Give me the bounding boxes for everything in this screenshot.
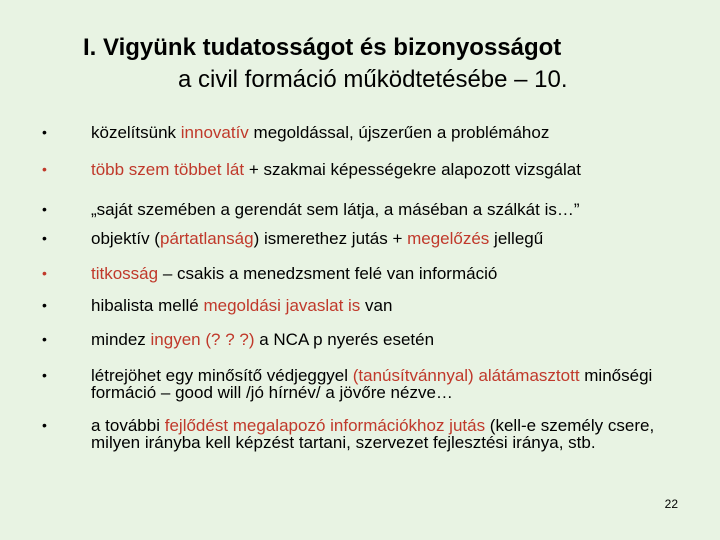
bullet-dot: • bbox=[42, 367, 47, 383]
highlighted-text: ingyen (? ? ?) bbox=[150, 330, 255, 349]
text-run: + szakmai képességekre alapozott vizsgálat bbox=[244, 160, 581, 179]
text-run: ) ismerethez jutás + bbox=[253, 229, 408, 248]
text-run: van bbox=[360, 296, 393, 315]
bullet-dot: • bbox=[42, 265, 47, 281]
bullet-text bbox=[91, 331, 691, 348]
highlighted-text: fejlődést megalapozó információkhoz jutás bbox=[164, 416, 486, 435]
highlighted-text: több szem többet lát bbox=[91, 160, 245, 179]
slide-title bbox=[0, 32, 720, 96]
highlighted-text: megelőzés bbox=[407, 229, 490, 248]
text-run: megoldással, újszerűen a problémához bbox=[248, 123, 550, 142]
bullet-text bbox=[91, 230, 691, 247]
text-run: közelítsünk bbox=[91, 123, 181, 142]
text-run: – csakis a menedzsment felé van információ bbox=[158, 264, 498, 283]
text-run: objektív ( bbox=[91, 229, 160, 248]
highlighted-text: titkosság bbox=[91, 264, 159, 283]
text-run: a további bbox=[91, 416, 165, 435]
text-run: hibalista mellé bbox=[91, 296, 204, 315]
bullet-text bbox=[91, 161, 691, 178]
page-number: 22 bbox=[664, 497, 678, 511]
text-run: jellegű bbox=[489, 229, 544, 248]
bullet-dot: • bbox=[42, 331, 47, 347]
text-run: a NCA p nyerés esetén bbox=[254, 330, 435, 349]
bullet-item bbox=[0, 265, 720, 282]
bullet-item bbox=[0, 367, 720, 401]
bullet-item bbox=[0, 297, 720, 314]
title-line-2: a civil formáció működtetésébe – 10. bbox=[178, 66, 568, 93]
bullet-item bbox=[0, 417, 720, 451]
bullet-item bbox=[0, 161, 720, 178]
bullet-item bbox=[0, 124, 720, 141]
highlighted-text: innovatív bbox=[180, 123, 249, 142]
text-run: minőségi formáció – good will /jó hírnév/ a jövőre nézve… bbox=[91, 366, 653, 402]
bullet-dot: • bbox=[42, 124, 47, 140]
bullet-text bbox=[91, 201, 691, 218]
highlighted-text: (tanúsítvánnyal) alátámasztott bbox=[352, 366, 580, 385]
bullet-dot: • bbox=[42, 230, 47, 246]
bullet-dot: • bbox=[42, 417, 47, 433]
text-run: „saját szemében a gerendát sem látja, a máséban a szálkát is…” bbox=[91, 200, 580, 219]
highlighted-text: megoldási javaslat is bbox=[203, 296, 361, 315]
bullet-dot: • bbox=[42, 297, 47, 313]
bullet-text bbox=[91, 124, 691, 141]
text-run: (kell-e személy csere, milyen irányba kell képzést tartani, szervezet fejlesztési iránya, stb. bbox=[91, 416, 655, 452]
bullet-item bbox=[0, 331, 720, 348]
text-run: létrejöhet egy minősítő védjeggyel bbox=[91, 366, 353, 385]
highlighted-text: pártatlanság bbox=[159, 229, 254, 248]
bullet-item bbox=[0, 230, 720, 247]
bullet-item bbox=[0, 201, 720, 218]
title-line-1: I. Vigyünk tudatosságot és bizonyosságot bbox=[83, 34, 562, 61]
text-run: mindez bbox=[91, 330, 151, 349]
bullet-text bbox=[91, 265, 691, 282]
bullet-text bbox=[91, 297, 691, 314]
bullet-text bbox=[91, 417, 691, 451]
bullet-dot: • bbox=[42, 161, 47, 177]
bullet-dot: • bbox=[42, 201, 47, 217]
bullet-text bbox=[91, 367, 691, 401]
